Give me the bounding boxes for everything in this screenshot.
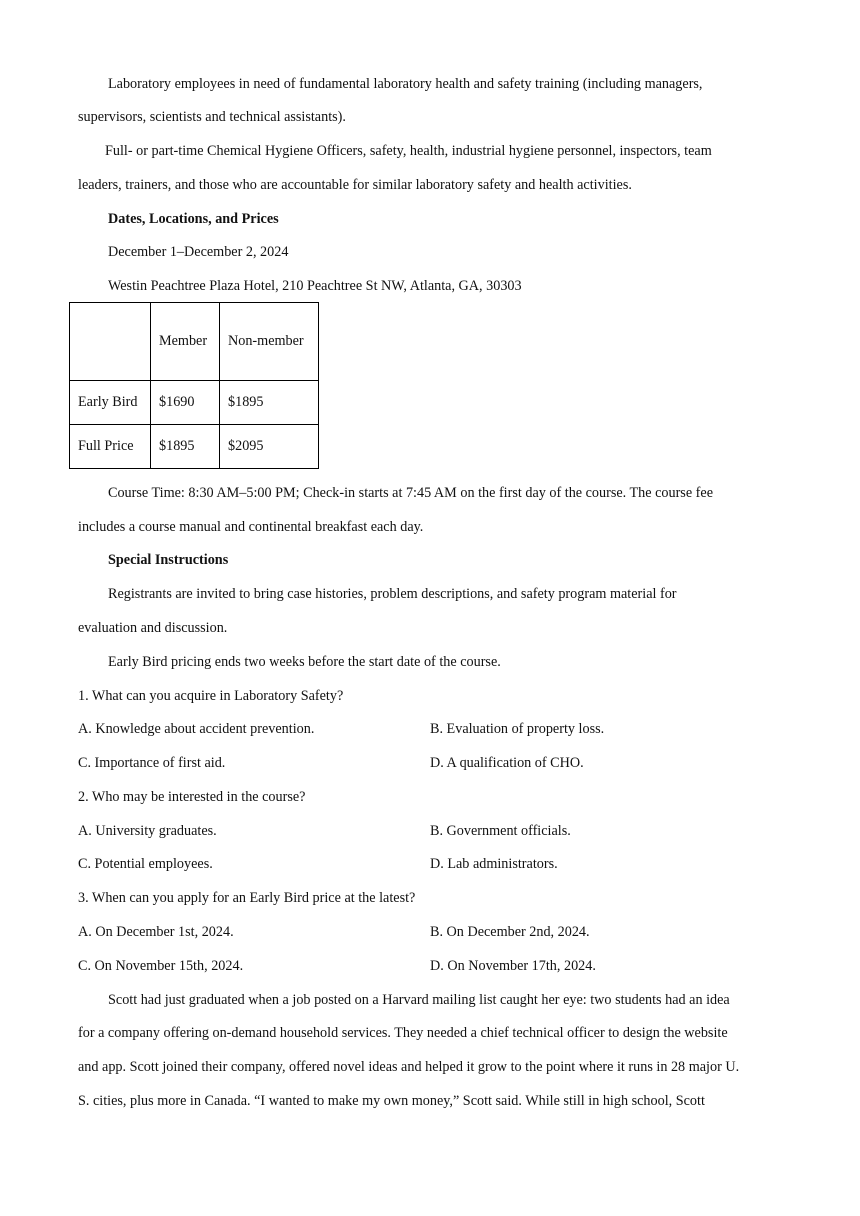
question-1-option-a: A. Knowledge about accident prevention.: [78, 721, 315, 737]
course-location: Westin Peachtree Plaza Hotel, 210 Peachtree St NW, Atlanta, GA, 30303: [108, 278, 522, 294]
question-3-option-a: A. On December 1st, 2024.: [78, 924, 234, 940]
price-table-cell: $2095: [220, 425, 319, 469]
price-table-header-nonmember: Non-member: [220, 303, 319, 381]
question-1-option-d: D. A qualification of CHO.: [430, 755, 584, 771]
question-2-option-c: C. Potential employees.: [78, 856, 213, 872]
price-table-cell: $1690: [151, 381, 220, 425]
special-instructions-line-3: Early Bird pricing ends two weeks before the start date of the course.: [108, 654, 501, 670]
price-table-row-full-price: [70, 425, 319, 469]
question-2-option-d: D. Lab administrators.: [430, 856, 558, 872]
question-1-option-c: C. Importance of first aid.: [78, 755, 226, 771]
audience-line-4: leaders, trainers, and those who are accountable for similar laboratory safety and health activities.: [78, 177, 632, 193]
price-table-header-row: [70, 303, 319, 381]
question-2-stem: 2. Who may be interested in the course?: [78, 789, 306, 805]
price-table-cell: $1895: [220, 381, 319, 425]
passage-line-4: S. cities, plus more in Canada. “I wanted to make my own money,” Scott said. While still in high school, Scott: [78, 1093, 705, 1109]
special-instructions-line-1: Registrants are invited to bring case histories, problem descriptions, and safety program material for: [108, 586, 677, 602]
special-instructions-line-2: evaluation and discussion.: [78, 620, 228, 636]
price-table-header-blank: [70, 303, 151, 381]
audience-line-2: supervisors, scientists and technical assistants).: [78, 109, 346, 125]
special-instructions-heading: Special Instructions: [108, 552, 229, 568]
passage-line-3: and app. Scott joined their company, offered novel ideas and helped it grow to the point where it runs in 28 major U.: [78, 1059, 740, 1075]
question-3-option-c: C. On November 15th, 2024.: [78, 958, 244, 974]
question-1-stem: 1. What can you acquire in Laboratory Safety?: [78, 688, 344, 704]
dates-heading: Dates, Locations, and Prices: [108, 211, 279, 227]
question-2-option-a: A. University graduates.: [78, 823, 217, 839]
question-1-option-b: B. Evaluation of property loss.: [430, 721, 605, 737]
course-time-line-2: includes a course manual and continental breakfast each day.: [78, 519, 424, 535]
price-table-row-early-bird: [70, 381, 319, 425]
course-time-line-1: Course Time: 8:30 AM–5:00 PM; Check-in starts at 7:45 AM on the first day of the course. The course fee: [108, 485, 713, 501]
price-table: [69, 302, 319, 469]
price-table-header-member: Member: [151, 303, 220, 381]
passage-line-2: for a company offering on-demand household services. They needed a chief technical officer to design the website: [78, 1025, 728, 1041]
audience-line-3: Full- or part-time Chemical Hygiene Officers, safety, health, industrial hygiene personnel, inspectors, team: [105, 143, 712, 159]
passage-line-1: Scott had just graduated when a job posted on a Harvard mailing list caught her eye: two students had an idea: [108, 992, 730, 1008]
price-table-cell: Early Bird: [70, 381, 151, 425]
question-3-option-b: B. On December 2nd, 2024.: [430, 924, 590, 940]
price-table-cell: Full Price: [70, 425, 151, 469]
question-2-option-b: B. Government officials.: [430, 823, 571, 839]
audience-line-1: Laboratory employees in need of fundamental laboratory health and safety training (including managers,: [108, 76, 703, 92]
course-dates: December 1–December 2, 2024: [108, 244, 289, 260]
question-3-option-d: D. On November 17th, 2024.: [430, 958, 596, 974]
question-3-stem: 3. When can you apply for an Early Bird price at the latest?: [78, 890, 416, 906]
price-table-cell: $1895: [151, 425, 220, 469]
